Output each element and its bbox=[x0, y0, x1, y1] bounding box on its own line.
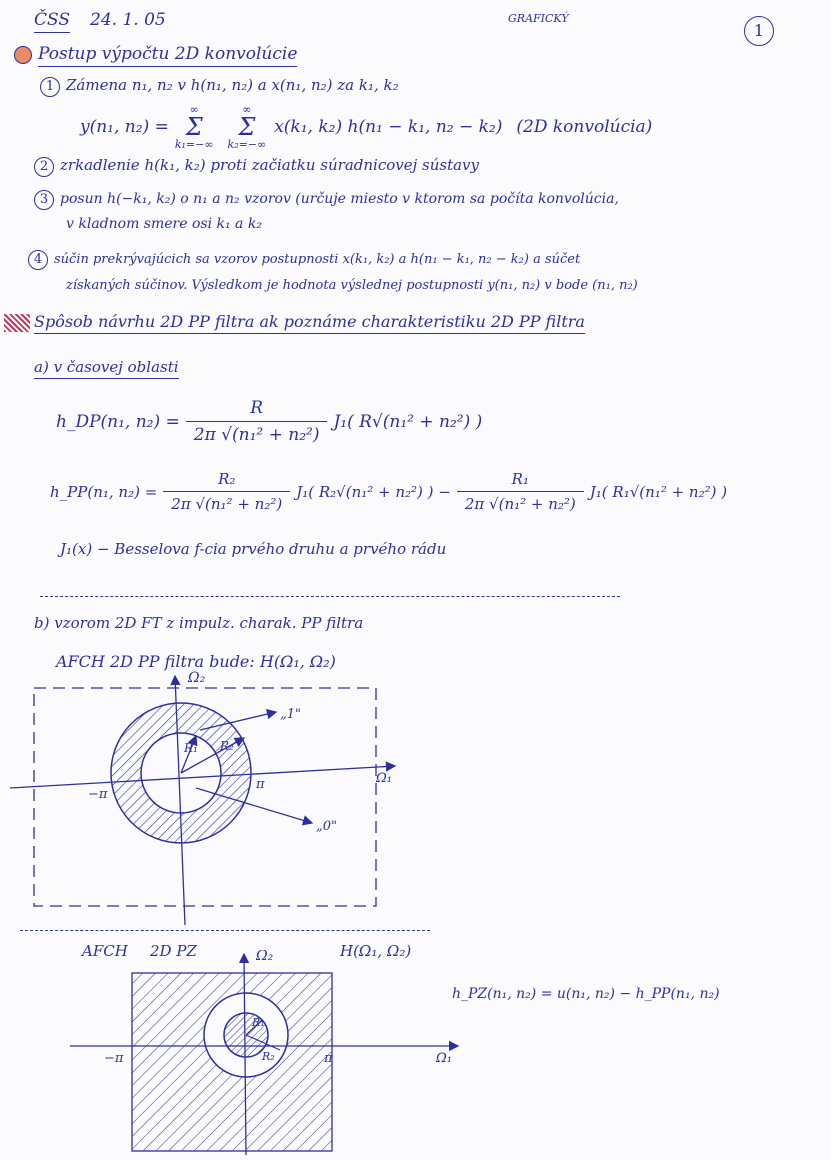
part-a-text: a) v časovej oblasti bbox=[34, 358, 179, 379]
eq2-denominator2: 2π √(n₁² + n₂²) bbox=[457, 491, 584, 513]
convolution-body: x(k₁, k₂) h(n₁ − k₁, n₂ − k₂) bbox=[274, 117, 503, 137]
header-date: 24. 1. 05 bbox=[90, 10, 166, 30]
eq1-rhs: J₁( R√(n₁² + n₂²) ) bbox=[333, 411, 483, 432]
diagram2-r1-label: R₁ bbox=[252, 1016, 265, 1029]
eq2-middle: J₁( R₂√(n₁² + n₂²) ) − bbox=[296, 482, 451, 501]
course-label: ČSS bbox=[34, 10, 70, 33]
diagram1-axis-x-label: Ω₁ bbox=[376, 771, 392, 786]
sum2-top: ∞ bbox=[242, 103, 252, 116]
pz-relation: h_PZ(n₁, n₂) = u(n₁, n₂) − h_PP(n₁, n₂) bbox=[452, 986, 720, 1002]
step1-number: 1 bbox=[40, 77, 60, 97]
section-marker-icon bbox=[14, 46, 32, 64]
step2-number: 2 bbox=[34, 157, 54, 177]
sum2-sigma-icon: Σ bbox=[238, 113, 256, 141]
eq2-denominator1: 2π √(n₁² + n₂²) bbox=[163, 491, 290, 513]
diagram1-r1-label: R₁ bbox=[184, 741, 198, 755]
section-scribble-icon bbox=[4, 314, 30, 332]
diagram1-axis-y-label: Ω₂ bbox=[188, 670, 206, 686]
divider-dashed-1 bbox=[40, 596, 620, 597]
bessel-note: J₁(x) − Besselova f-cia prvého druhu a prvého rádu bbox=[60, 540, 447, 558]
eq1-numerator: R bbox=[250, 398, 264, 418]
sum1-sigma-icon: Σ bbox=[185, 113, 203, 141]
header-course bbox=[34, 10, 70, 30]
eq1-fraction bbox=[186, 398, 328, 445]
sum1 bbox=[175, 104, 214, 150]
page-number bbox=[744, 16, 774, 46]
step2-text: zrkadlenie h(k₁, k₂) proti začiatku súradnicovej sústavy bbox=[60, 156, 479, 174]
eq1-lhs: h_DP(n₁, n₂) = bbox=[56, 411, 180, 432]
divider-dashed-2 bbox=[20, 930, 430, 931]
header-topic: GRAFICKÝ bbox=[508, 12, 569, 25]
diagram1-pi-pos: π bbox=[256, 777, 265, 792]
eq2-numerator1: R₂ bbox=[218, 470, 236, 488]
section1-title-text: Postup výpočtu 2D konvolúcie bbox=[38, 44, 297, 67]
convolution-note: (2D konvolúcia) bbox=[516, 117, 653, 137]
equation-hpp bbox=[50, 470, 727, 513]
eq2-rhs: J₁( R₁√(n₁² + n₂²) ) bbox=[589, 482, 728, 501]
step1-text: Zámena n₁, n₂ v h(n₁, n₂) a x(n₁, n₂) za k₁, k₂ bbox=[66, 76, 399, 94]
eq2-numerator2: R₁ bbox=[511, 470, 529, 488]
diagram2-caption-c: H(Ω₁, Ω₂) bbox=[340, 942, 412, 960]
step4-cont: získaných súčinov. Výsledkom je hodnota výslednej postupnosti y(n₁, n₂) v bode (n₁, n₂) bbox=[66, 278, 638, 293]
sum2-bottom: k₂=−∞ bbox=[227, 138, 267, 151]
step1 bbox=[40, 76, 399, 97]
diagram2-axis-x-label: Ω₁ bbox=[436, 1051, 452, 1066]
page-number-value: 1 bbox=[744, 16, 774, 46]
step4 bbox=[28, 250, 580, 270]
diagram1-caption: AFCH 2D PP filtra bude: H(Ω₁, Ω₂) bbox=[56, 652, 336, 671]
diagram2-caption-b: 2D PZ bbox=[150, 942, 197, 960]
eq2-fraction1 bbox=[163, 470, 290, 513]
step3-text-a: posun h(−k₁, k₂) o n₁ a n₂ vzorov (určuje miesto v ktorom sa počíta konvolúcia, bbox=[60, 191, 619, 207]
sum2 bbox=[228, 104, 267, 150]
diagram2-afch-pz bbox=[0, 950, 470, 1160]
step3-cont: v kladnom smere osi k₁ a k₂ bbox=[66, 216, 262, 232]
part-a bbox=[34, 358, 179, 376]
sum1-bottom: k₁=−∞ bbox=[174, 138, 214, 151]
section2-title bbox=[4, 312, 585, 332]
step3-number: 3 bbox=[34, 190, 54, 210]
diagram2-pi-neg: −π bbox=[104, 1051, 124, 1066]
diagram1-pi-neg: −π bbox=[88, 787, 108, 802]
step3 bbox=[34, 190, 619, 210]
diagram1-afch-pp bbox=[0, 660, 420, 930]
diagram1-zero-label: „0" bbox=[316, 819, 337, 834]
step4-number: 4 bbox=[28, 250, 48, 270]
sum1-top: ∞ bbox=[189, 103, 199, 116]
equation-hdp bbox=[56, 398, 482, 445]
eq2-lhs: h_PP(n₁, n₂) = bbox=[50, 482, 158, 501]
eq1-denominator: 2π √(n₁² + n₂²) bbox=[186, 421, 328, 445]
diagram1-one-label: „1" bbox=[280, 707, 301, 722]
diagram2-caption-a: AFCH bbox=[82, 942, 128, 960]
diagram2-r2-label: R₂ bbox=[262, 1050, 275, 1063]
diagram2-axis-y-label: Ω₂ bbox=[256, 950, 274, 964]
section1-title bbox=[14, 44, 297, 64]
section2-title-text: Spôsob návrhu 2D PP filtra ak poznáme charakteristiku 2D PP filtra bbox=[34, 312, 585, 334]
step4-text-a: súčin prekrývajúcich sa vzorov postupnosti x(k₁, k₂) a h(n₁ − k₁, n₂ − k₂) a súčet bbox=[54, 252, 581, 267]
convolution-lhs: y(n₁, n₂) = bbox=[80, 117, 169, 137]
part-b: b) vzorom 2D FT z impulz. charak. PP filtra bbox=[34, 614, 364, 632]
eq2-fraction2 bbox=[457, 470, 584, 513]
diagram1-r2-label: R₂ bbox=[220, 739, 234, 753]
convolution-formula bbox=[80, 104, 652, 150]
step2 bbox=[34, 156, 479, 177]
diagram2-pi-pos: π bbox=[324, 1051, 333, 1066]
